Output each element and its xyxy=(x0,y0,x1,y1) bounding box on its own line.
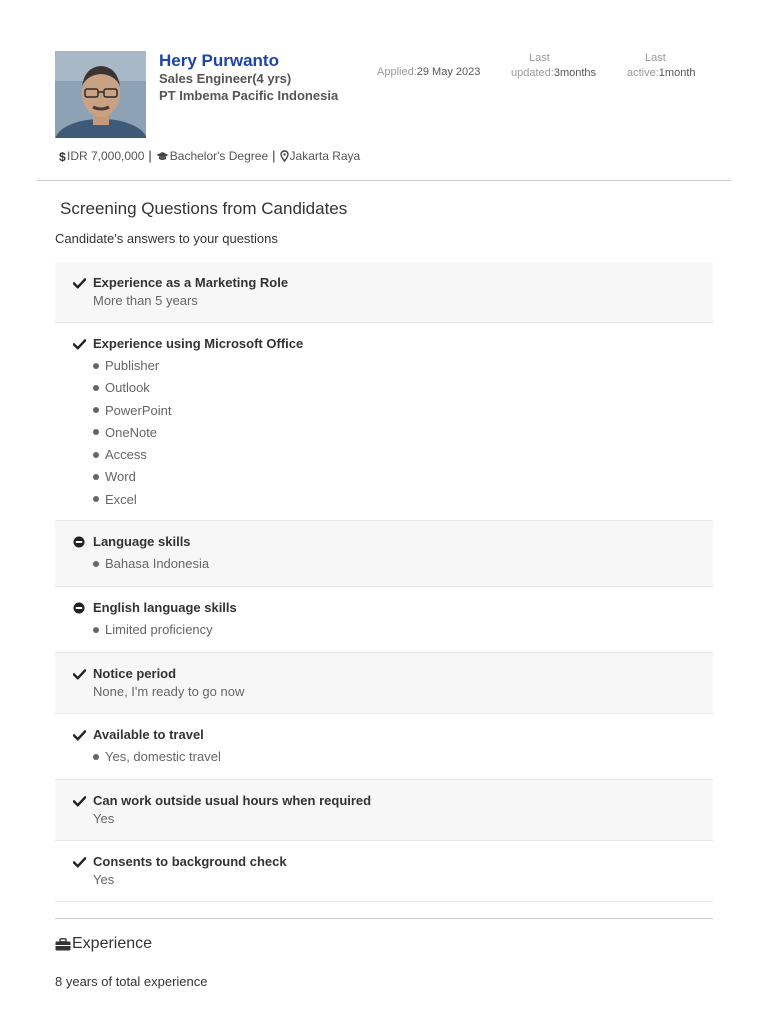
last-updated xyxy=(511,51,596,81)
bullet-icon xyxy=(93,627,99,633)
screening-answer-option-text: Bahasa Indonesia xyxy=(105,556,210,571)
bullet-icon xyxy=(93,363,99,369)
last-updated-value: 3months xyxy=(553,67,597,79)
check-icon xyxy=(73,337,86,350)
screening-subtitle: Candidate's answers to your questions xyxy=(55,231,278,246)
section-divider xyxy=(55,918,713,919)
check-icon xyxy=(73,728,86,741)
screening-answer-list xyxy=(93,553,713,575)
screening-title: Screening Questions from Candidates xyxy=(60,199,348,218)
screening-answer-item xyxy=(55,841,713,902)
summary-separator: | xyxy=(148,148,152,163)
screening-answer-item xyxy=(55,653,713,714)
last-updated-label-top: Last xyxy=(529,52,550,64)
total-experience: 8 years of total experience xyxy=(55,974,208,989)
candidate-name[interactable]: Hery Purwanto xyxy=(159,51,279,70)
check-icon xyxy=(73,667,86,680)
header-divider xyxy=(37,180,731,181)
screening-answer-option-text: OneNote xyxy=(105,424,158,440)
candidate-header xyxy=(0,0,768,181)
screening-question: English language skills xyxy=(93,600,237,615)
screening-answer-list xyxy=(93,746,713,768)
candidate-job-title: Sales Engineer(4 yrs) xyxy=(159,71,292,86)
summary-separator: | xyxy=(272,148,276,163)
screening-answer-option xyxy=(93,466,713,488)
screening-answers-list xyxy=(55,262,713,902)
check-icon xyxy=(73,855,86,868)
last-active-label: active: xyxy=(627,67,659,79)
screening-answer: None, I'm ready to go now xyxy=(93,684,245,699)
expected-salary: IDR 7,000,000 xyxy=(67,148,145,163)
screening-answer-option-text: Yes, domestic travel xyxy=(105,749,221,764)
screening-answer-option xyxy=(93,377,713,399)
svg-text:$: $ xyxy=(59,149,66,162)
candidate-company: PT Imbema Pacific Indonesia xyxy=(159,88,339,103)
map-marker-icon xyxy=(280,150,289,162)
candidate-summary xyxy=(59,148,360,163)
screening-answer-list xyxy=(93,355,713,511)
screening-answer-item xyxy=(55,587,713,653)
screening-answer-item xyxy=(55,780,713,841)
applied-date xyxy=(377,65,480,80)
screening-answer-option xyxy=(93,400,713,422)
briefcase-icon xyxy=(55,938,71,951)
screening-answer-option xyxy=(93,553,713,575)
screening-question: Can work outside usual hours when required xyxy=(93,793,372,808)
screening-answer-option-text: PowerPoint xyxy=(105,402,172,418)
screening-answer-item xyxy=(55,262,713,323)
applied-value: 29 May 2023 xyxy=(416,66,481,78)
screening-answer-option-text: Word xyxy=(105,469,136,485)
bullet-icon xyxy=(93,452,99,458)
screening-answer-option-text: Outlook xyxy=(105,380,150,396)
screening-answer: More than 5 years xyxy=(93,293,198,308)
screening-answer-option xyxy=(93,355,713,377)
screening-answer-item xyxy=(55,323,713,521)
screening-question: Language skills xyxy=(93,534,191,549)
screening-answer-list xyxy=(93,619,713,641)
screening-answer-item xyxy=(55,521,713,587)
screening-answer-option-text: Limited proficiency xyxy=(105,622,213,637)
minus-circle-icon xyxy=(73,535,86,548)
bullet-icon xyxy=(93,474,99,480)
screening-answer-option xyxy=(93,444,713,466)
experience-title-row xyxy=(55,935,152,953)
screening-question: Available to travel xyxy=(93,727,204,742)
screening-answer-option xyxy=(93,746,713,768)
bullet-icon xyxy=(93,407,99,413)
screening-answer-option xyxy=(93,489,713,511)
last-active-value: 1month xyxy=(658,67,696,79)
screening-answer-option-text: Excel xyxy=(105,491,137,507)
bullet-icon xyxy=(93,754,99,760)
screening-answer-option xyxy=(93,422,713,444)
minus-circle-icon xyxy=(73,601,86,614)
bullet-icon xyxy=(93,385,99,391)
screening-answer-option xyxy=(93,619,713,641)
screening-answer-item xyxy=(55,714,713,780)
location: Jakarta Raya xyxy=(289,148,361,163)
bullet-icon xyxy=(93,496,99,502)
bullet-icon xyxy=(93,429,99,435)
screening-question: Experience as a Marketing Role xyxy=(93,275,289,290)
education-level: Bachelor's Degree xyxy=(169,148,269,163)
screening-question: Consents to background check xyxy=(93,854,287,869)
check-icon xyxy=(73,794,86,807)
screening-answer-option-text: Publisher xyxy=(105,358,160,373)
applied-label: Applied: xyxy=(377,66,417,78)
bullet-icon xyxy=(93,561,99,567)
last-updated-label: updated: xyxy=(511,67,554,79)
last-active xyxy=(627,51,696,81)
check-icon xyxy=(73,276,86,289)
last-active-label-top: Last xyxy=(645,52,666,64)
dollar-icon xyxy=(59,150,66,162)
avatar xyxy=(55,51,146,138)
screening-question: Notice period xyxy=(93,666,177,681)
screening-answer-option-text: Access xyxy=(105,447,147,463)
screening-question: Experience using Microsoft Office xyxy=(93,336,304,351)
screening-answer: Yes xyxy=(93,811,115,826)
experience-title: Experience xyxy=(72,935,153,952)
screening-answer: Yes xyxy=(93,872,115,887)
graduation-cap-icon xyxy=(156,151,169,161)
